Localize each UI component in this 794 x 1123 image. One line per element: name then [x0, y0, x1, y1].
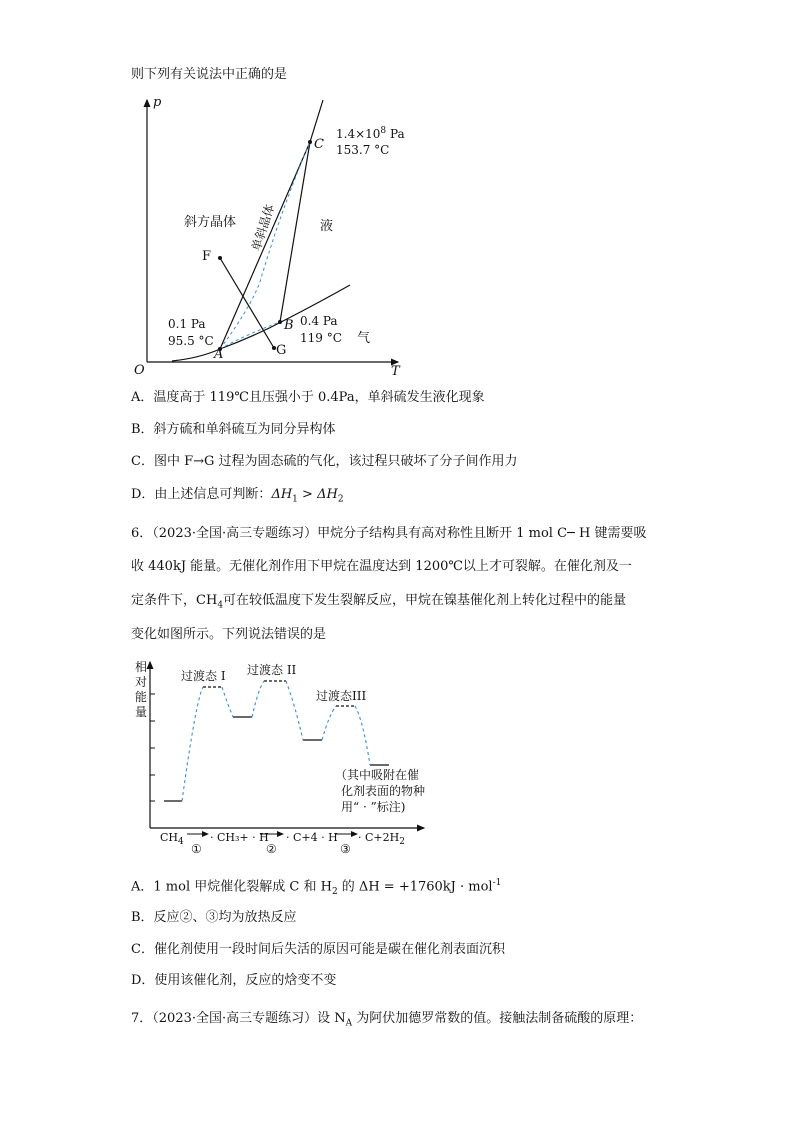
ts2-label: 过渡态 II	[247, 663, 297, 677]
q6-line-2: 收 440kJ 能量。无催化剂作用下甲烷在温度达到 1200℃以上才可裂解。在催化剂及一	[131, 559, 632, 574]
point-a-pressure: 0.1 Pa	[168, 317, 206, 331]
point-b-pressure: 0.4 Pa	[300, 314, 338, 328]
x-label-c4h: · C+4 · H	[286, 831, 338, 844]
x-label-ch3: · CH₃+ · H	[210, 831, 269, 844]
point-a-label: A	[214, 347, 224, 362]
point-b-label: B	[284, 318, 294, 333]
point-b-temp: 119 °C	[300, 331, 342, 345]
q6-option-b: B．反应②、③均为放热反应	[131, 910, 297, 925]
origin-label: O	[134, 363, 145, 378]
y-label-3: 能	[135, 690, 148, 704]
region-rhombic: 斜方晶体	[184, 215, 237, 230]
intro-text: 则下列有关说法中正确的是	[131, 67, 288, 82]
q5-option-b: B．斜方硫和单斜硫互为同分异构体	[131, 422, 336, 437]
region-monoclinic: 单斜晶体	[248, 202, 278, 253]
ts3-label: 过渡态III	[316, 689, 367, 703]
ts1-label: 过渡态 I	[181, 669, 226, 683]
note-line-1: （其中吸附在催	[335, 768, 420, 782]
q6-line-4: 变化如图所示。下列说法错误的是	[131, 627, 327, 642]
point-f-label: F	[202, 249, 212, 264]
q6-option-c: C．催化剂使用一段时间后失活的原因可能是碳在催化剂表面沉积	[131, 942, 505, 957]
q5-option-a: A．温度高于 119℃且压强小于 0.4Pa，单斜硫发生液化现象	[131, 390, 485, 405]
point-a-temp: 95.5 °C	[168, 334, 214, 348]
x-label-ch4: $CH_4$	[160, 831, 184, 848]
y-label-2: 对	[135, 675, 148, 689]
note-line-3: 用“ · ”标注)	[341, 800, 406, 814]
note-line-2: 化剂表面的物种	[341, 784, 426, 798]
y-label-4: 量	[135, 705, 148, 719]
axis-t-label: T	[391, 364, 400, 379]
point-g-label: G	[276, 343, 287, 358]
x-label-final: · $C+2H_2$	[358, 831, 405, 848]
q6-option-d: D．使用该催化剂，反应的焓变不变	[131, 973, 337, 988]
region-gas: 气	[357, 331, 371, 346]
point-c-pressure: $1.4\times 10^8$ Pa	[336, 126, 405, 141]
q7-line-1: 7．（2023·全国·高三专题练习）设 $N_A$ 为阿伏加德罗常数的值。接触法制备硫酸的原理：	[131, 1011, 643, 1029]
y-label-1: 相	[135, 660, 148, 674]
q5-option-c: C．图中 F→G 过程为固态硫的气化，该过程只破坏了分子间作用力	[131, 454, 518, 469]
q6-line-3: 定条件下，$CH_4$可在较低温度下发生裂解反应，甲烷在镍基催化剂上转化过程中的能量	[131, 593, 627, 611]
step-3: ③	[340, 842, 351, 856]
region-liquid: 液	[320, 219, 334, 234]
step-1: ①	[191, 842, 202, 856]
step-2: ②	[266, 842, 277, 856]
axis-p-label: p	[153, 95, 162, 110]
q6-option-a: A．1 mol 甲烷催化裂解成 C 和 $H_2$ 的 ΔH = +1760kJ · mol$^{-1}$	[131, 878, 502, 897]
point-c-label: C	[314, 137, 324, 152]
q6-line-1: 6．（2023·全国·高三专题练习）甲烷分子结构具有高对称性且断开 1 mol C─ H 键需要吸	[131, 526, 647, 541]
q5-option-d: D．由上述信息可判断：$\Delta H_1 > \Delta H_2$	[131, 487, 344, 505]
point-c-temp: 153.7 °C	[336, 143, 390, 157]
